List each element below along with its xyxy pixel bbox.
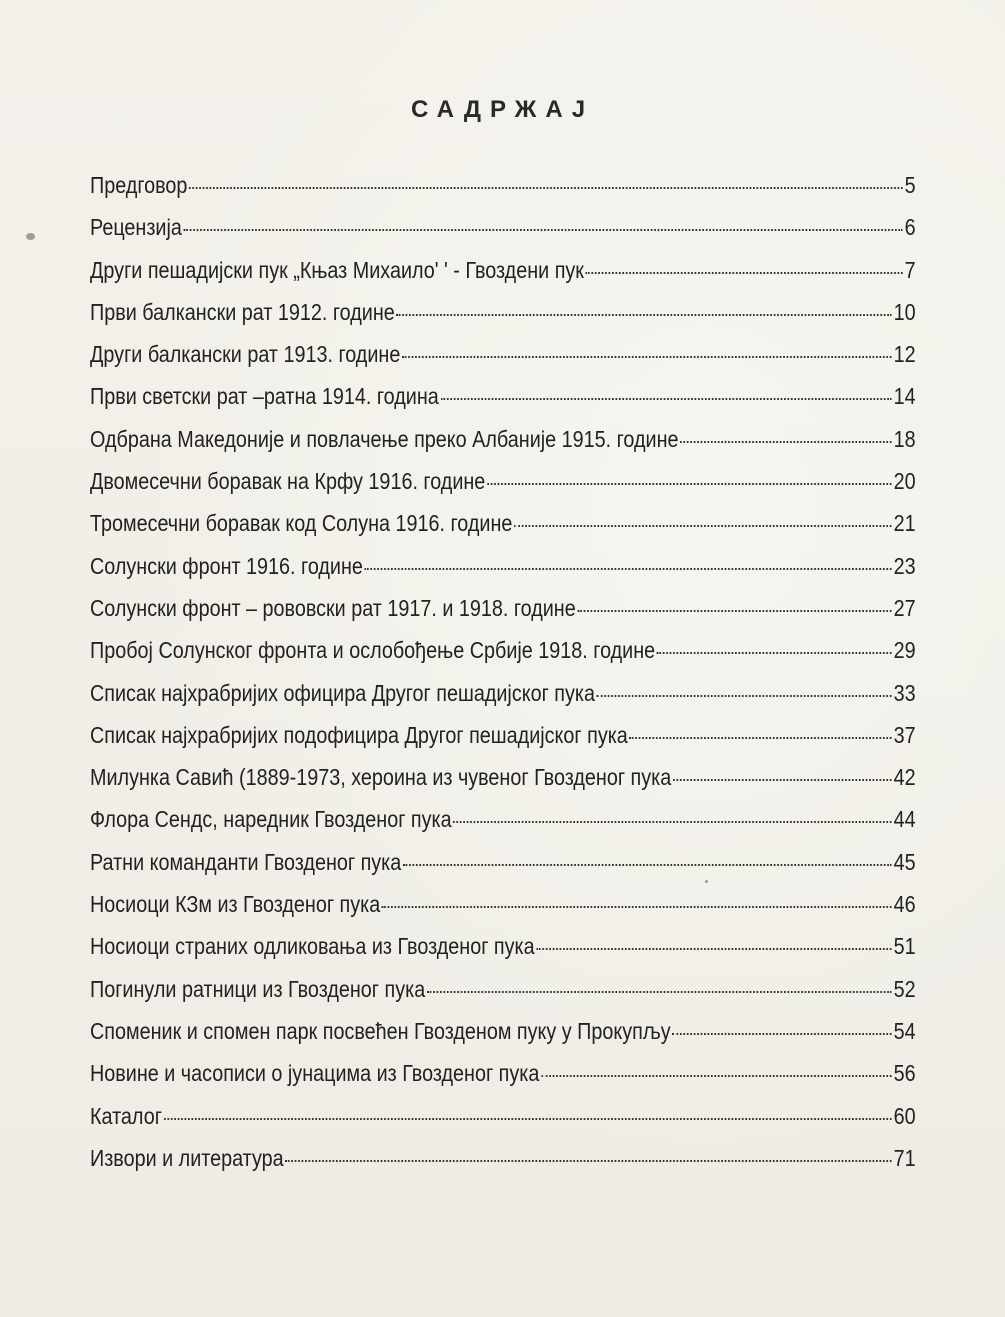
toc-entry-page-number: 54 bbox=[893, 1017, 916, 1044]
toc-entry bbox=[90, 553, 916, 595]
toc-entry-title: Списак најхрабријих подофицира Другог пешадијског пука bbox=[90, 721, 628, 748]
toc-entry-title: Солунски фронт 1916. године bbox=[90, 552, 363, 579]
toc-entry-page-number: 7 bbox=[904, 256, 916, 283]
table-of-contents bbox=[90, 172, 916, 1187]
dot-leader bbox=[189, 187, 903, 189]
dot-leader bbox=[577, 610, 891, 612]
toc-entry-page-number: 60 bbox=[893, 1102, 916, 1129]
page-title: САДРЖАЈ bbox=[410, 96, 595, 123]
toc-entry-page-number: 33 bbox=[893, 679, 916, 706]
dot-leader bbox=[673, 779, 892, 781]
toc-entry-page-number: 44 bbox=[893, 806, 916, 833]
toc-entry bbox=[90, 1145, 916, 1187]
dot-leader bbox=[285, 1160, 892, 1162]
toc-entry-title: Извори и литература bbox=[90, 1144, 284, 1171]
toc-entry-title: Носиоци КЗм из Гвозденог пука bbox=[90, 891, 381, 918]
toc-entry-page-number: 5 bbox=[904, 172, 916, 198]
toc-entry bbox=[90, 1060, 916, 1102]
dot-leader bbox=[630, 737, 892, 739]
dot-leader bbox=[597, 695, 892, 697]
toc-entry bbox=[90, 891, 916, 933]
toc-entry bbox=[90, 637, 916, 679]
toc-entry-title: Погинули ратници из Гвозденог пука bbox=[90, 975, 426, 1002]
toc-entry bbox=[90, 172, 916, 214]
toc-entry bbox=[90, 426, 916, 468]
dot-leader bbox=[536, 948, 892, 950]
toc-entry bbox=[90, 299, 916, 341]
toc-entry-title: Предговор bbox=[90, 172, 188, 198]
toc-entry bbox=[90, 933, 916, 975]
dot-leader bbox=[403, 864, 892, 866]
toc-entry bbox=[90, 1103, 916, 1145]
toc-entry-page-number: 21 bbox=[893, 510, 916, 537]
dot-leader bbox=[453, 821, 892, 823]
toc-entry-page-number: 46 bbox=[893, 891, 916, 918]
toc-entry-title: Први светски рат –ратна 1914. година bbox=[90, 383, 439, 410]
toc-entry-title: Други пешадијски пук „Књаз Михаило' ' - Гвоздени пук bbox=[90, 256, 584, 283]
toc-entry bbox=[90, 595, 916, 637]
dot-leader bbox=[514, 525, 892, 527]
paper-speck bbox=[26, 233, 35, 240]
toc-entry-title: Новине и часописи о јунацима из Гвозденог пука bbox=[90, 1060, 540, 1087]
dot-leader bbox=[440, 398, 891, 400]
dot-leader bbox=[657, 652, 892, 654]
toc-entry bbox=[90, 849, 916, 891]
toc-entry bbox=[90, 341, 916, 383]
toc-entry bbox=[90, 764, 916, 806]
toc-entry-title: Милунка Савић (1889-1973, хероина из чувеног Гвозденог пука bbox=[90, 764, 672, 791]
toc-entry-page-number: 12 bbox=[893, 341, 916, 368]
toc-entry-title: Каталог bbox=[90, 1102, 162, 1129]
dot-leader bbox=[382, 906, 892, 908]
toc-entry-title: Први балкански рат 1912. године bbox=[90, 298, 395, 325]
dot-leader bbox=[396, 314, 891, 316]
toc-entry bbox=[90, 680, 916, 722]
toc-entry-page-number: 42 bbox=[893, 764, 916, 791]
dot-leader bbox=[427, 991, 892, 993]
toc-entry-page-number: 45 bbox=[893, 848, 916, 875]
toc-entry-page-number: 37 bbox=[893, 721, 916, 748]
dot-leader bbox=[365, 568, 892, 570]
toc-entry-page-number: 14 bbox=[893, 383, 916, 410]
toc-entry bbox=[90, 510, 916, 552]
toc-entry-title: Пробој Солунског фронта и ослобођење Србије 1918. године bbox=[90, 637, 656, 664]
toc-entry-title: Одбрана Македоније и повлачење преко Албаније 1915. године bbox=[90, 425, 679, 452]
toc-entry-title: Двомесечни боравак на Крфу 1916. године bbox=[90, 468, 486, 495]
toc-entry-page-number: 71 bbox=[893, 1144, 916, 1171]
toc-entry-title: Ратни команданти Гвозденог пука bbox=[90, 848, 402, 875]
toc-entry-title: Тромесечни боравак код Солуна 1916. године bbox=[90, 510, 513, 537]
toc-entry bbox=[90, 722, 916, 764]
toc-entry bbox=[90, 1018, 916, 1060]
dot-leader bbox=[541, 1075, 892, 1077]
dot-leader bbox=[487, 483, 892, 485]
toc-entry-title: Носиоци страних одликовања из Гвозденог пука bbox=[90, 933, 535, 960]
toc-entry-title: Други балкански рат 1913. године bbox=[90, 341, 401, 368]
toc-entry-title: Солунски фронт – рововски рат 1917. и 1918. године bbox=[90, 594, 576, 621]
toc-entry bbox=[90, 257, 916, 299]
dot-leader bbox=[680, 441, 892, 443]
toc-entry-page-number: 20 bbox=[893, 468, 916, 495]
toc-entry-title: Рецензија bbox=[90, 214, 182, 241]
toc-entry-title: Списак најхрабријих официра Другог пешадијског пука bbox=[90, 679, 595, 706]
toc-entry-page-number: 51 bbox=[893, 933, 916, 960]
dot-leader bbox=[672, 1033, 891, 1035]
toc-entry-title: Флора Сендс, наредник Гвозденог пука bbox=[90, 806, 452, 833]
toc-entry bbox=[90, 468, 916, 510]
toc-entry-page-number: 29 bbox=[893, 637, 916, 664]
toc-entry bbox=[90, 214, 916, 256]
toc-entry bbox=[90, 383, 916, 425]
toc-entry-title: Споменик и спомен парк посвећен Гвозденом пуку у Прокупљу bbox=[90, 1017, 671, 1044]
toc-entry bbox=[90, 976, 916, 1018]
toc-entry-page-number: 27 bbox=[893, 594, 916, 621]
dot-leader bbox=[164, 1118, 892, 1120]
toc-entry-page-number: 56 bbox=[893, 1060, 916, 1087]
toc-entry-page-number: 23 bbox=[893, 552, 916, 579]
toc-entry-page-number: 6 bbox=[904, 214, 916, 241]
toc-entry-page-number: 10 bbox=[893, 298, 916, 325]
toc-entry bbox=[90, 806, 916, 848]
dot-leader bbox=[402, 356, 892, 358]
dot-leader bbox=[184, 229, 903, 231]
toc-entry-page-number: 52 bbox=[893, 975, 916, 1002]
toc-entry-page-number: 18 bbox=[893, 425, 916, 452]
dot-leader bbox=[586, 272, 903, 274]
